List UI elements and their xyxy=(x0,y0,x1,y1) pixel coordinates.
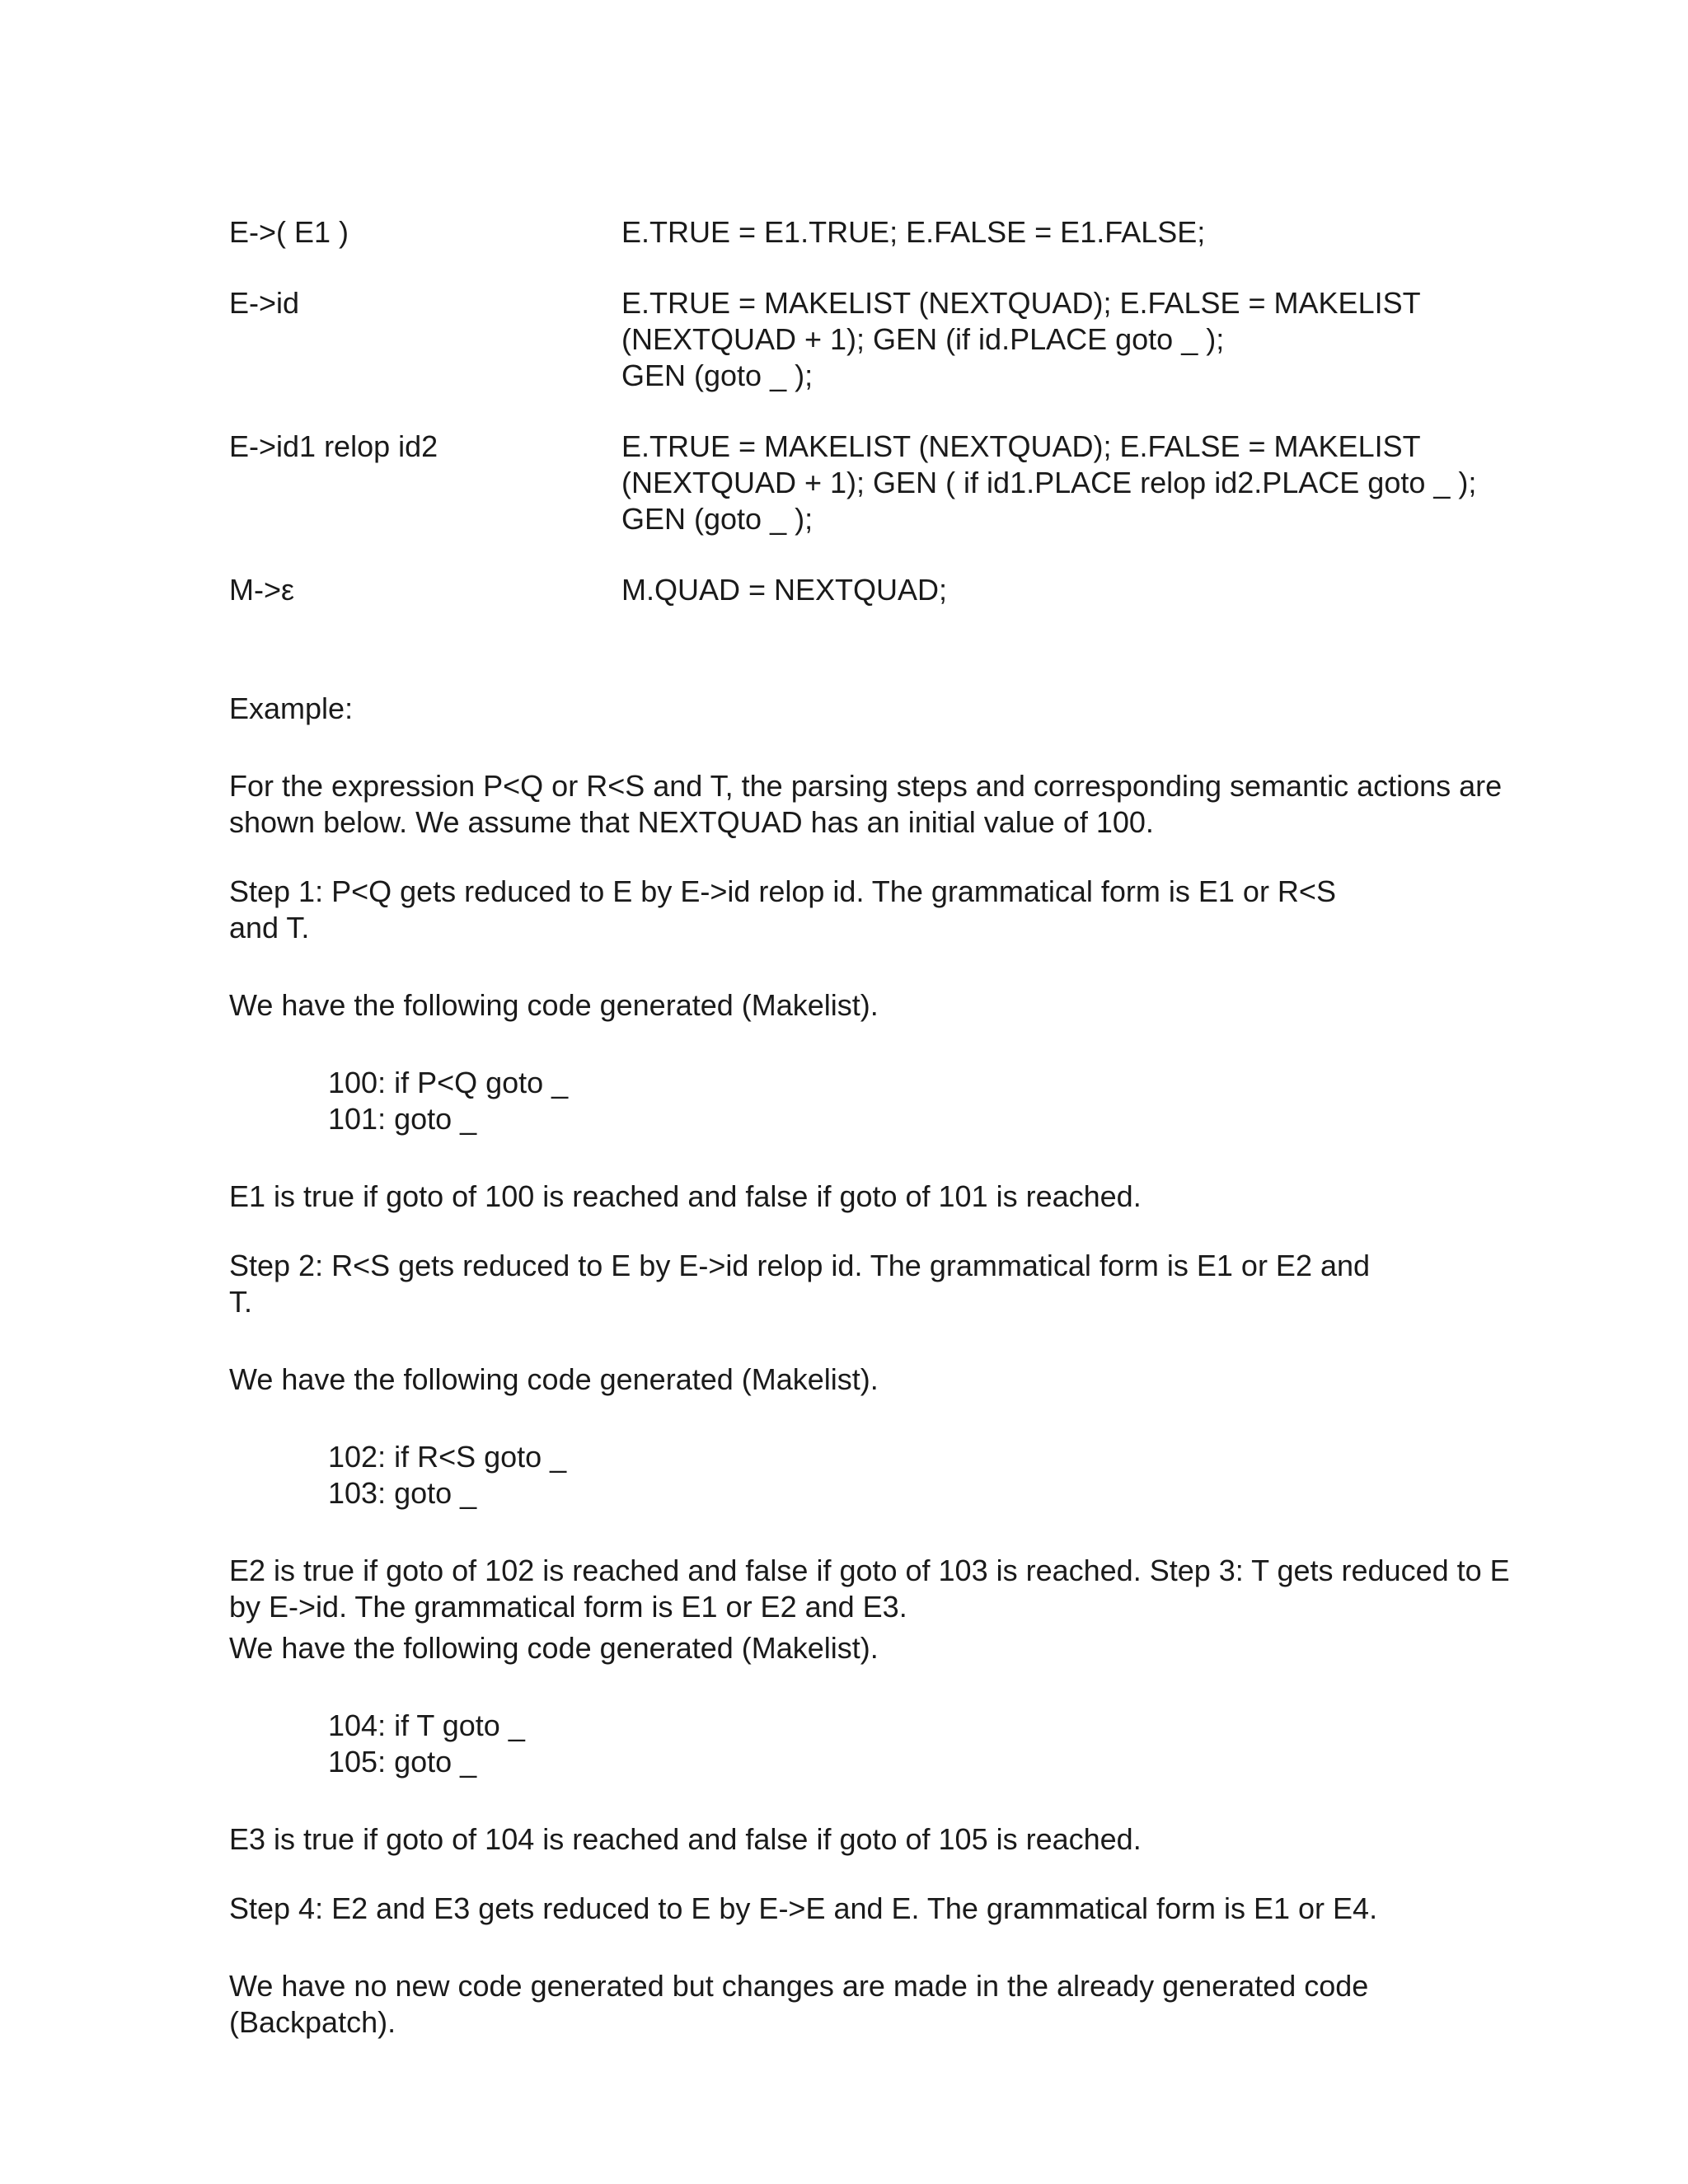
document-page xyxy=(229,214,1510,2041)
production: E->( E1 ) xyxy=(229,215,349,249)
code-line: 102: if R<S goto _ xyxy=(328,1440,567,1474)
code-line: 105: goto _ xyxy=(328,1745,477,1779)
action-line: E.TRUE = E1.TRUE; E.FALSE = E1.FALSE; xyxy=(621,215,1206,249)
code-generated-note: We have the following code generated (Makelist). xyxy=(229,1631,879,1665)
action-line: (NEXTQUAD + 1); GEN ( if id1.PLACE relop id2.PLACE goto _ ); xyxy=(621,466,1477,499)
text-line: by E->id. The grammatical form is E1 or E2 and E3. xyxy=(229,1590,907,1624)
e1-note: E1 is true if goto of 100 is reached and false if goto of 101 is reached. xyxy=(229,1179,1142,1213)
intro-paragraph xyxy=(229,768,1503,841)
code-line: 104: if T goto _ xyxy=(328,1708,525,1742)
semantic-action xyxy=(621,285,1465,394)
code-line: 100: if P<Q goto _ xyxy=(328,1066,569,1099)
production: E->id xyxy=(229,286,300,320)
e2-step-3-paragraph xyxy=(229,1553,1510,1625)
text-line: and T. xyxy=(229,911,310,944)
example-heading: Example: xyxy=(229,691,354,725)
action-line: E.TRUE = MAKELIST (NEXTQUAD); E.FALSE = MAKELIST xyxy=(621,429,1421,463)
text-line: T. xyxy=(229,1285,253,1319)
rule-row xyxy=(229,572,1465,608)
code-block-2 xyxy=(229,1439,1465,1511)
text-line: For the expression P<Q or R<S and T, the parsing steps and corresponding semantic actions are xyxy=(229,769,1503,803)
code-generated-note: We have the following code generated (Makelist). xyxy=(229,1362,879,1396)
e3-note: E3 is true if goto of 104 is reached and false if goto of 105 is reached. xyxy=(229,1822,1142,1856)
text-line: E2 is true if goto of 102 is reached and false if goto of 103 is reached. Step 3: T gets reduced to E xyxy=(229,1554,1510,1587)
text-line: Step 2: R<S gets reduced to E by E->id relop id. The grammatical form is E1 or E2 and xyxy=(229,1249,1371,1282)
step-1-paragraph xyxy=(229,874,1465,946)
action-line: E.TRUE = MAKELIST (NEXTQUAD); E.FALSE = MAKELIST xyxy=(621,286,1421,320)
backpatch-note: We have no new code generated but changes are made in the already generated code (Backpatch). xyxy=(229,1969,1369,2039)
text-line: shown below. We assume that NEXTQUAD has an initial value of 100. xyxy=(229,805,1154,839)
semantic-action xyxy=(621,214,1465,251)
code-line: 101: goto _ xyxy=(328,1102,477,1136)
production: E->id1 relop id2 xyxy=(229,429,438,463)
code-generated-note: We have the following code generated (Makelist). xyxy=(229,988,879,1022)
action-line: GEN (goto _ ); xyxy=(621,359,814,392)
step-4-paragraph: Step 4: E2 and E3 gets reduced to E by E->E and E. The grammatical form is E1 or E4. xyxy=(229,1891,1378,1925)
rule-row xyxy=(229,429,1477,537)
action-line: (NEXTQUAD + 1); GEN (if id.PLACE goto _ ); xyxy=(621,322,1225,356)
step-2-paragraph xyxy=(229,1248,1465,1320)
code-line: 103: goto _ xyxy=(328,1476,477,1510)
rule-row xyxy=(229,285,1465,394)
action-line: M.QUAD = NEXTQUAD; xyxy=(621,573,948,607)
rule-row xyxy=(229,214,1465,251)
action-line: GEN (goto _ ); xyxy=(621,502,814,536)
text-line: Step 1: P<Q gets reduced to E by E->id relop id. The grammatical form is E1 or R<S xyxy=(229,874,1336,908)
code-block-3 xyxy=(229,1708,1465,1780)
semantic-action xyxy=(621,429,1476,537)
semantic-action xyxy=(621,572,1465,608)
production: M->ε xyxy=(229,573,295,607)
code-block-1 xyxy=(229,1065,1465,1137)
